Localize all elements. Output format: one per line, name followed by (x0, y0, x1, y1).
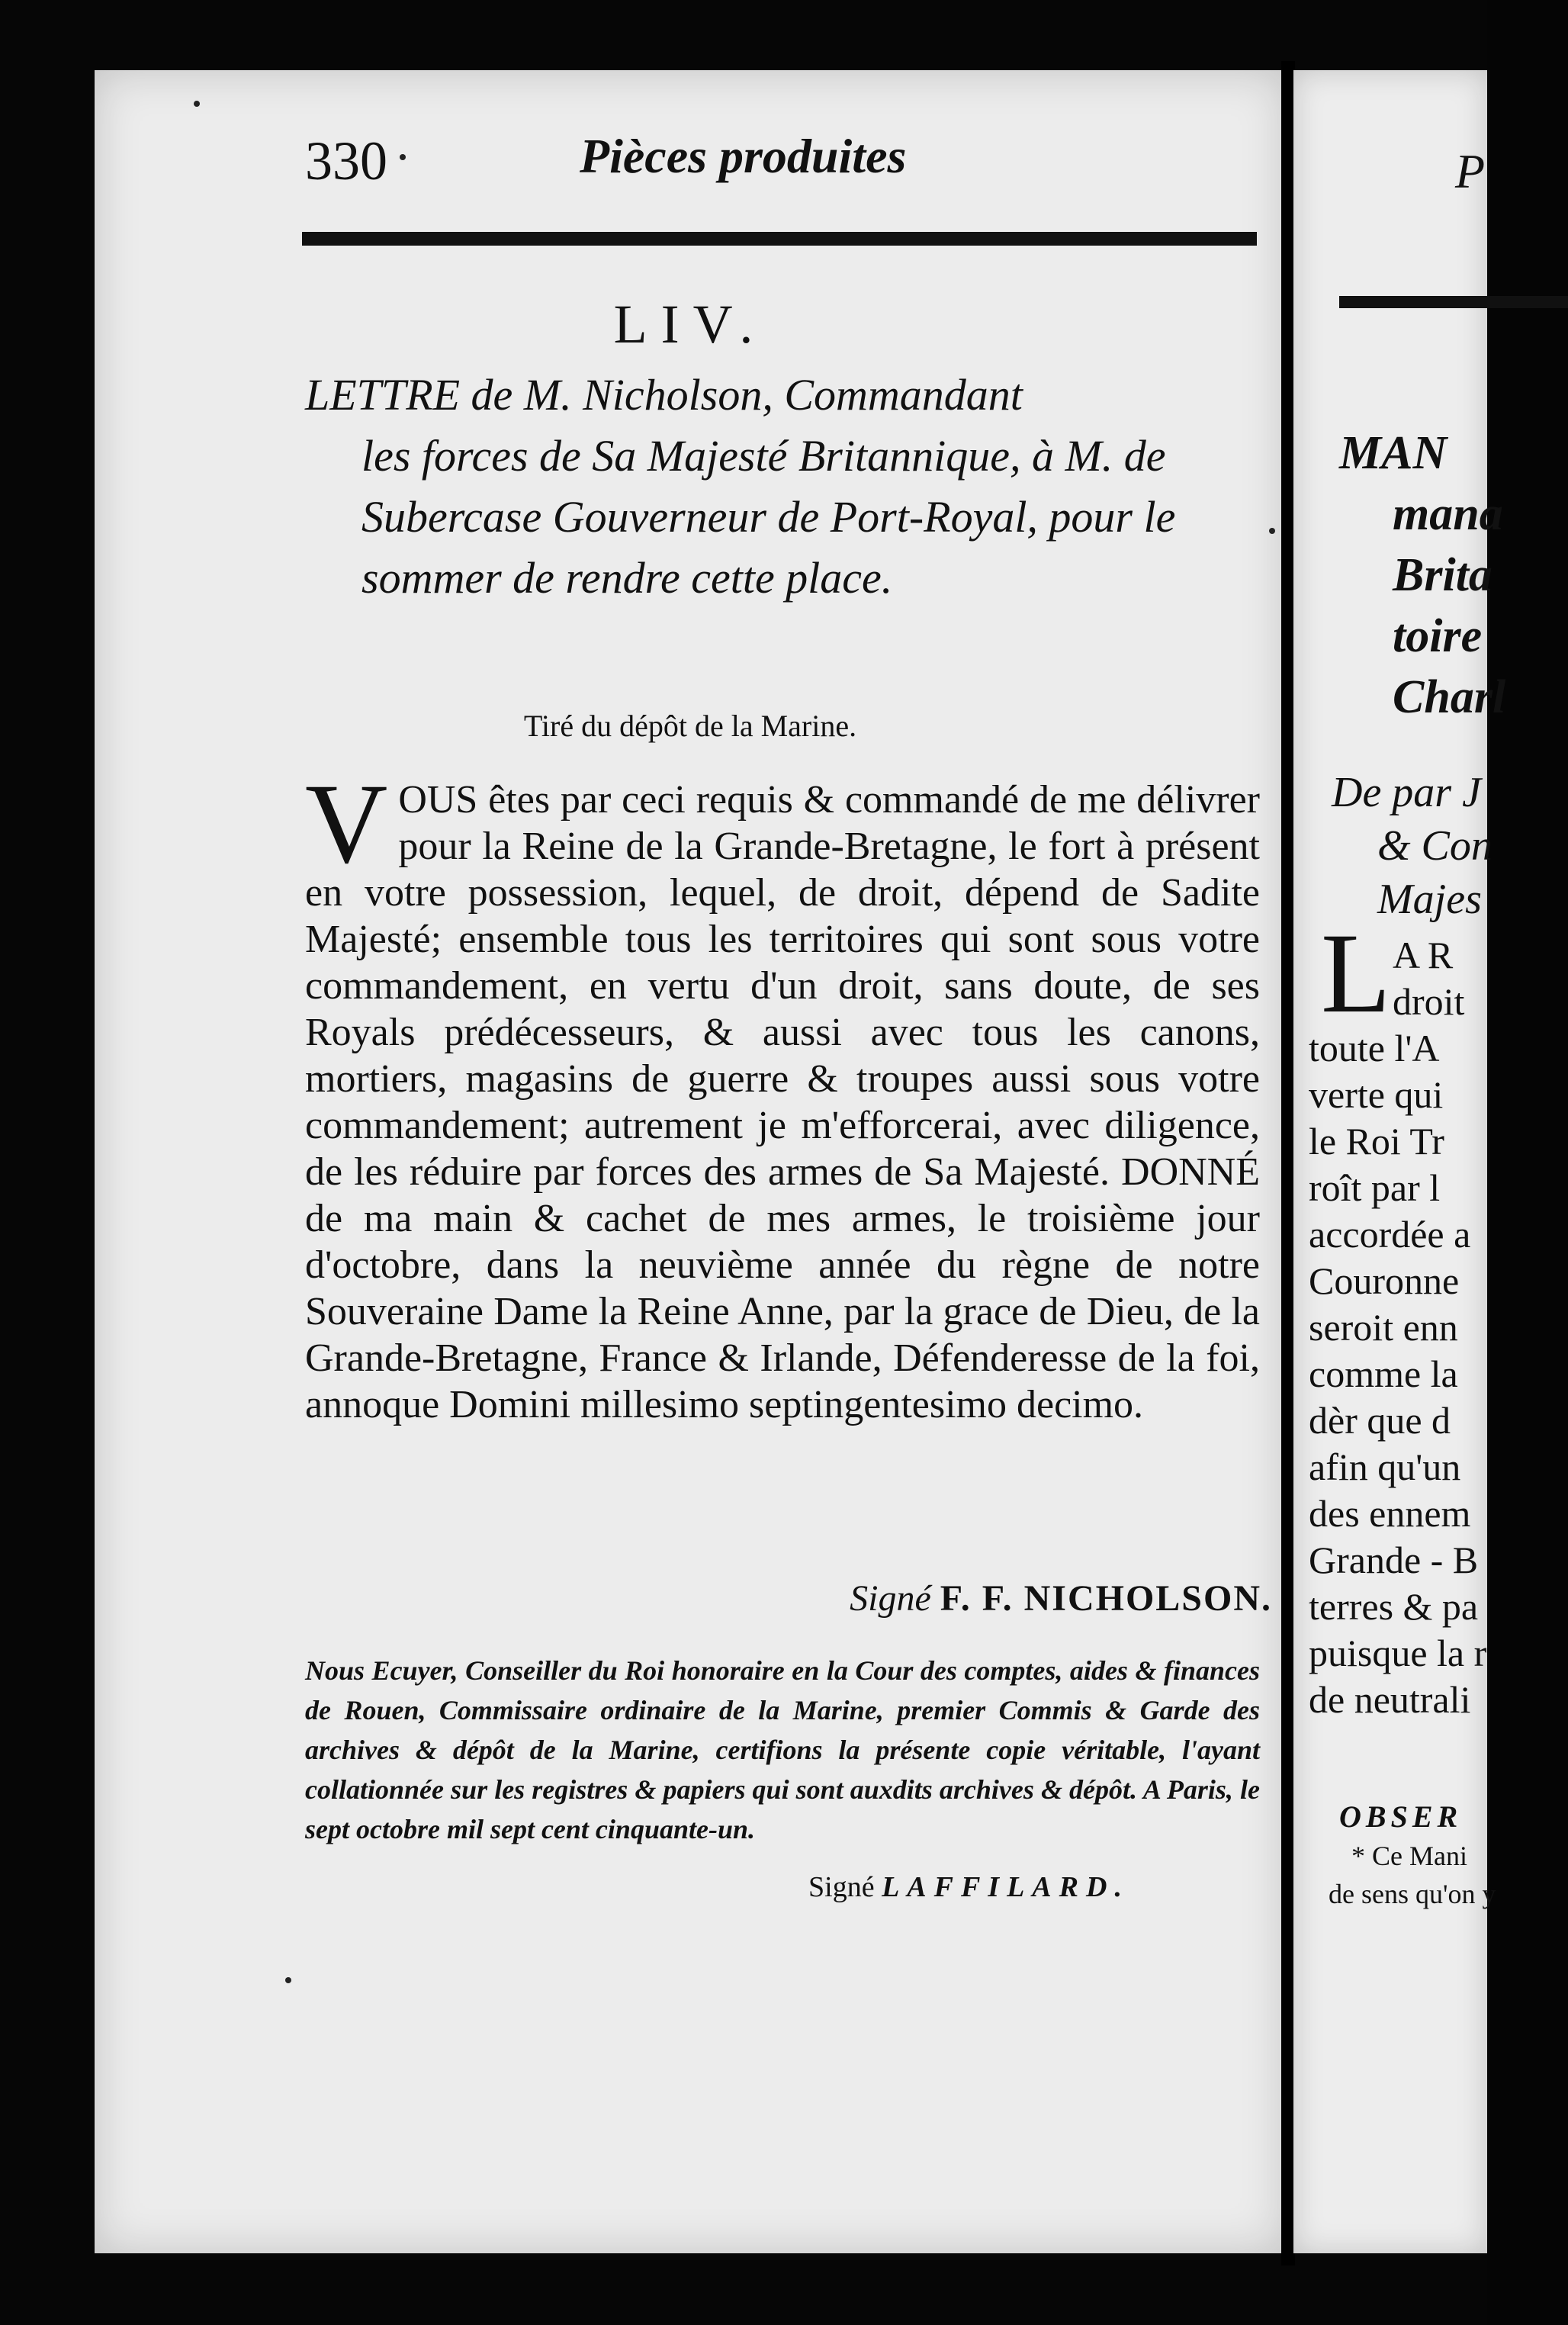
right-body-line: Grande - B (1309, 1539, 1479, 1581)
right-title-line: Brita (1393, 549, 1492, 601)
right-body-line: roît par l (1309, 1166, 1441, 1209)
right-title-line: Charl (1393, 671, 1506, 723)
right-body-line: A R (1393, 934, 1454, 976)
ink-speck (194, 101, 200, 107)
cert-signature-prefix: Signé (808, 1871, 875, 1903)
right-body-line: verte qui (1309, 1073, 1444, 1116)
certification-signature (808, 1870, 1129, 1904)
header-rule (302, 232, 1257, 246)
right-footnote (1329, 1837, 1496, 1913)
right-note-line: * Ce Mani (1351, 1841, 1467, 1871)
running-head: Pièces produites (580, 129, 907, 183)
right-body-line: le Roi Tr (1309, 1120, 1444, 1162)
right-body-line: toute l'A (1309, 1027, 1440, 1069)
right-body-line: puisque la r (1309, 1632, 1487, 1674)
body-text: OUS êtes par ceci requis & commandé de me délivrer pour la Reine de la Grande-Bretagne, le fort à présent en votre possession, lequel, de droit, dépend de Sadite Majesté; ensemble tous les territoires qui sont sous votre commandement, en vertu d'un droit, sans doute, de ses Royals prédécesseurs, & aussi avec tous les canons, mortiers, magasins de guerre & troupes aussi sous votre commandement; autrement je m'efforcerai, avec diligence, de les réduire par forces des armes de Sa Majesté. DONNÉ de ma main & cachet de mes armes, le troisième jour d'octobre, dans la neuvième année du règne de notre Souveraine Dame la Reine Anne, par la grace de Dieu, de la Grande-Bretagne, France & Irlande, Défenderesse de la foi, annoque Domini millesimo septingentesimo decimo. (305, 778, 1260, 1426)
right-body-line: afin qu'un (1309, 1445, 1461, 1488)
right-de-line: & Con (1377, 822, 1492, 870)
right-title-line: mana (1393, 488, 1503, 540)
drop-cap: V (305, 761, 388, 887)
right-running-head: P (1455, 144, 1486, 198)
signature-name: F. F. NICHOLSON. (940, 1578, 1272, 1619)
page-number: 330 (305, 130, 387, 191)
right-header-rule (1339, 296, 1568, 308)
ink-speck (1269, 528, 1275, 534)
right-de-line: De par J (1332, 769, 1481, 816)
letter-title (305, 365, 1266, 609)
title-first-line: LETTRE de M. Nicholson, Commandant (305, 370, 1023, 420)
right-title-line: MAN (1339, 427, 1448, 479)
right-drop-cap: L (1321, 910, 1391, 1037)
right-page (1293, 70, 1506, 2253)
ink-speck (400, 154, 406, 160)
source-note: Tiré du dépôt de la Marine. (523, 709, 857, 743)
right-body-line: dèr que d (1309, 1399, 1451, 1442)
right-body-line: Couronne (1309, 1259, 1460, 1302)
right-body-line: droit (1393, 980, 1465, 1023)
right-de-line: Majes (1377, 876, 1482, 923)
ink-speck (285, 1977, 291, 1983)
right-body (1309, 932, 1486, 1723)
right-de-par (1332, 766, 1492, 926)
right-body-line: accordée a (1309, 1213, 1471, 1256)
right-observation-heading: OBSER (1339, 1799, 1463, 1834)
right-title (1339, 423, 1505, 728)
certification-text: Nous Ecuyer, Conseiller du Roi honoraire en la Cour des comptes, aides & finances de Rouen, Commissaire ordinaire de la Marine, premier Commis & Garde des archives & dépôt de la Marine, certifions la présente copie véritable, l'ayant collationnée sur les registres & papiers qui sont auxdits archives & dépôt. A Paris, le sept octobre mil sept cent cinquante-un. (305, 1655, 1260, 1844)
right-title-line: toire (1393, 610, 1483, 662)
right-body-line: terres & pa (1309, 1585, 1479, 1628)
letter-body (305, 761, 1260, 1428)
left-page (95, 70, 1286, 2253)
section-number: LIV. (613, 294, 767, 355)
signature (850, 1577, 1272, 1619)
right-body-line: des ennem (1309, 1492, 1471, 1535)
cert-signature-name: LAFFILARD. (882, 1871, 1129, 1903)
right-body-line: seroit enn (1309, 1306, 1458, 1349)
title-rest: les forces de Sa Majesté Britannique, à M. de Subercase Gouverneur de Port-Royal, pour le sommer de rendre cette place. (361, 431, 1176, 603)
right-body-line: de neutrali (1309, 1678, 1471, 1721)
signature-prefix: Signé (850, 1578, 931, 1619)
right-note-line: de sens qu'on y (1329, 1879, 1496, 1909)
right-body-line: comme la (1309, 1352, 1458, 1395)
